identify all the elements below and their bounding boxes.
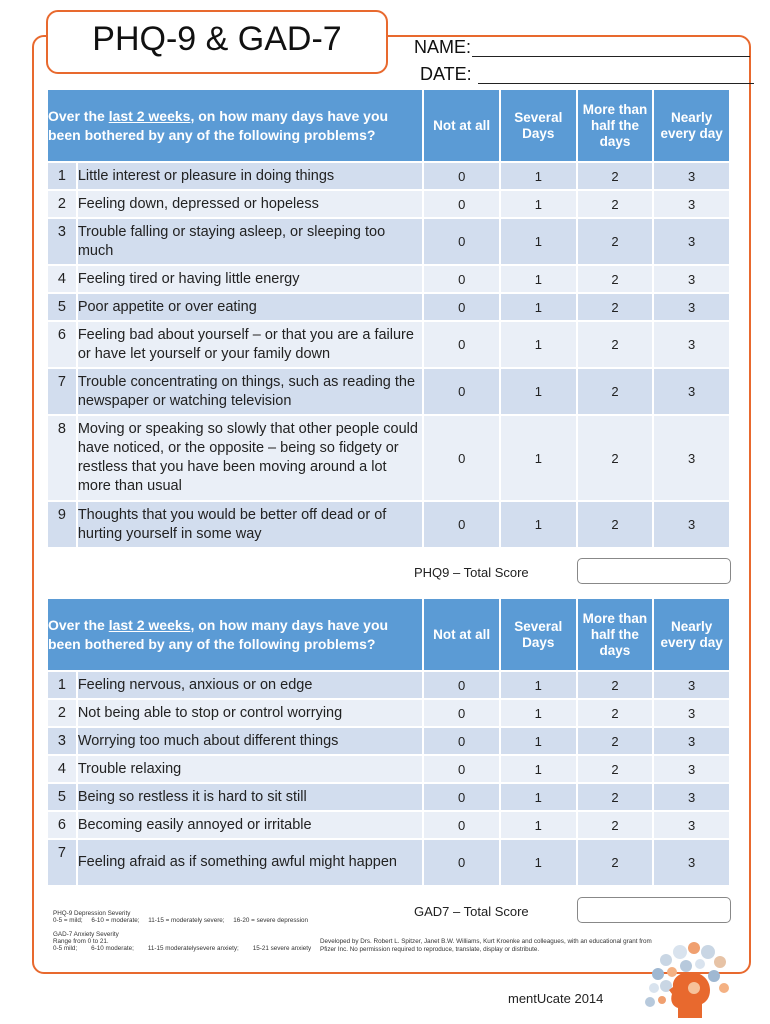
- item-text: Worrying too much about different things: [78, 728, 423, 754]
- score-option[interactable]: 3: [654, 416, 729, 500]
- gad7-header-row: [48, 599, 729, 670]
- phq9-question-post: , on how many days have you been bothered by any of the following problems?: [48, 107, 389, 143]
- score-option[interactable]: 2: [578, 322, 653, 367]
- score-option[interactable]: 2: [578, 700, 653, 726]
- gad7-severity-ranges: 0-5 mild; 6-10 moderate; 11-15 moderatelysevere anxiety; 15-21 severe anxiety: [53, 945, 312, 952]
- table-row: [48, 219, 729, 264]
- score-option[interactable]: 1: [501, 784, 576, 810]
- score-option[interactable]: 1: [501, 672, 576, 698]
- item-number: 9: [48, 502, 76, 547]
- title-box: [46, 10, 388, 74]
- phq9-severity-ranges: 0-5 = mild; 6-10 = moderate; 11-15 = moderately severe; 16-20 = severe depression: [53, 917, 309, 924]
- score-option[interactable]: 1: [501, 700, 576, 726]
- phq9-table: [46, 88, 731, 549]
- score-option[interactable]: 2: [578, 163, 653, 189]
- item-text: Being so restless it is hard to sit still: [78, 784, 423, 810]
- gad7-col-nearly-every-day: Nearly every day: [654, 599, 729, 670]
- item-number: 5: [48, 294, 76, 320]
- score-option[interactable]: 0: [424, 756, 499, 782]
- gad7-question-pre: Over the: [48, 616, 109, 633]
- brain-head-logo: [636, 930, 736, 1018]
- score-option[interactable]: 0: [424, 728, 499, 754]
- table-row: [48, 322, 729, 367]
- item-number: 1: [48, 672, 76, 698]
- score-option[interactable]: 2: [578, 191, 653, 217]
- table-row: [48, 191, 729, 217]
- score-option[interactable]: 2: [578, 756, 653, 782]
- score-option[interactable]: 0: [424, 502, 499, 547]
- score-option[interactable]: 3: [654, 369, 729, 414]
- score-option[interactable]: 0: [424, 840, 499, 885]
- score-option[interactable]: 1: [501, 502, 576, 547]
- item-text: Feeling afraid as if something awful might happen: [78, 840, 423, 885]
- score-option[interactable]: 1: [501, 219, 576, 264]
- score-option[interactable]: 3: [654, 728, 729, 754]
- table-row: [48, 163, 729, 189]
- score-option[interactable]: 3: [654, 191, 729, 217]
- item-number: 8: [48, 416, 76, 500]
- phq9-total-label: PHQ9 – Total Score: [414, 565, 529, 580]
- item-number: 6: [48, 812, 76, 838]
- phq9-col-not-at-all: Not at all: [424, 90, 499, 161]
- table-row: [48, 728, 729, 754]
- item-number: 7: [48, 369, 76, 414]
- table-row: [48, 840, 729, 885]
- score-option[interactable]: 0: [424, 369, 499, 414]
- table-row: [48, 812, 729, 838]
- phq9-severity-title: PHQ-9 Depression Severity: [53, 910, 131, 917]
- score-option[interactable]: 1: [501, 416, 576, 500]
- phq9-question-header: [48, 90, 422, 161]
- score-option[interactable]: 1: [501, 369, 576, 414]
- score-option[interactable]: 0: [424, 322, 499, 367]
- date-field[interactable]: [478, 64, 754, 84]
- score-option[interactable]: 1: [501, 191, 576, 217]
- item-text: Feeling tired or having little energy: [78, 266, 423, 292]
- name-label: NAME:: [414, 37, 472, 57]
- score-option[interactable]: 2: [578, 840, 653, 885]
- score-option[interactable]: 1: [501, 728, 576, 754]
- table-row: [48, 294, 729, 320]
- phq9-col-several-days: Several Days: [501, 90, 576, 161]
- gad7-severity-title: GAD-7 Anxiety Severity: [53, 931, 119, 938]
- score-option[interactable]: 3: [654, 784, 729, 810]
- score-option[interactable]: 0: [424, 191, 499, 217]
- gad7-col-several-days: Several Days: [501, 599, 576, 670]
- item-number: 6: [48, 322, 76, 367]
- score-option[interactable]: 3: [654, 219, 729, 264]
- item-number: 2: [48, 191, 76, 217]
- score-option[interactable]: 3: [654, 672, 729, 698]
- score-option[interactable]: 0: [424, 672, 499, 698]
- score-option[interactable]: 1: [501, 756, 576, 782]
- score-option[interactable]: 3: [654, 294, 729, 320]
- gad7-total-score-input[interactable]: [577, 897, 731, 923]
- item-number: 2: [48, 700, 76, 726]
- item-text: Poor appetite or over eating: [78, 294, 423, 320]
- gad7-severity-range: Range from 0 to 21.: [53, 938, 109, 945]
- score-option[interactable]: 2: [578, 672, 653, 698]
- item-text: Trouble relaxing: [78, 756, 423, 782]
- gad7-table: [46, 597, 731, 887]
- gad7-question-header: [48, 599, 422, 670]
- score-option[interactable]: 2: [578, 266, 653, 292]
- score-option[interactable]: 3: [654, 812, 729, 838]
- item-number: 4: [48, 266, 76, 292]
- item-text: Feeling bad about yourself – or that you are a failure or have let yourself or your family down: [78, 322, 423, 367]
- phq9-question-underline: last 2 weeks: [108, 107, 191, 124]
- date-label: DATE:: [420, 64, 472, 84]
- head-silhouette: [669, 972, 710, 1018]
- item-number: 7: [48, 840, 76, 885]
- item-text: Thoughts that you would be better off dead or of hurting yourself in some way: [78, 502, 423, 547]
- score-option[interactable]: 0: [424, 784, 499, 810]
- score-option[interactable]: 3: [654, 840, 729, 885]
- score-option[interactable]: 3: [654, 322, 729, 367]
- score-option[interactable]: 3: [654, 756, 729, 782]
- score-option[interactable]: 2: [578, 416, 653, 500]
- phq9-total-score-input[interactable]: [577, 558, 731, 584]
- score-option[interactable]: 3: [654, 163, 729, 189]
- score-option[interactable]: 0: [424, 812, 499, 838]
- score-option[interactable]: 1: [501, 266, 576, 292]
- item-text: Feeling nervous, anxious or on edge: [78, 672, 423, 698]
- gad7-question-underline: last 2 weeks: [108, 616, 191, 633]
- item-text: Little interest or pleasure in doing things: [78, 163, 423, 189]
- score-option[interactable]: 0: [424, 266, 499, 292]
- table-row: [48, 756, 729, 782]
- score-option[interactable]: 2: [578, 728, 653, 754]
- item-text: Not being able to stop or control worrying: [78, 700, 423, 726]
- score-option[interactable]: 1: [501, 840, 576, 885]
- score-option[interactable]: 2: [578, 784, 653, 810]
- brand-footer: mentUcate 2014: [508, 991, 604, 1006]
- gad7-col-not-at-all: Not at all: [424, 599, 499, 670]
- table-row: [48, 416, 729, 500]
- score-option[interactable]: 2: [578, 502, 653, 547]
- score-option[interactable]: 2: [578, 812, 653, 838]
- name-field[interactable]: [472, 37, 750, 57]
- item-number: 5: [48, 784, 76, 810]
- score-option[interactable]: 0: [424, 219, 499, 264]
- score-option[interactable]: 1: [501, 322, 576, 367]
- score-option[interactable]: 1: [501, 812, 576, 838]
- table-row: [48, 672, 729, 698]
- item-text: Becoming easily annoyed or irritable: [78, 812, 423, 838]
- table-row: [48, 502, 729, 547]
- score-option[interactable]: 0: [424, 163, 499, 189]
- phq9-col-more-than-half: More than half the days: [578, 90, 653, 161]
- item-number: 1: [48, 163, 76, 189]
- item-text: Moving or speaking so slowly that other people could have noticed, or the opposite – being so fidgety or restless that you have been moving around a lot more than usual: [78, 416, 423, 500]
- score-option[interactable]: 1: [501, 294, 576, 320]
- table-row: [48, 369, 729, 414]
- credit-note: Developed by Drs. Robert L. Spitzer, Janet B.W. Williams, Kurt Kroenke and colleagues, with an educational grant from Pfizer Inc. No permission required to reproduce, translate, display or distribute.: [320, 938, 652, 953]
- item-text: Trouble falling or staying asleep, or sleeping too much: [78, 219, 423, 264]
- score-option[interactable]: 3: [654, 700, 729, 726]
- item-text: Feeling down, depressed or hopeless: [78, 191, 423, 217]
- table-row: [48, 266, 729, 292]
- score-option[interactable]: 3: [654, 502, 729, 547]
- table-row: [48, 700, 729, 726]
- brain-mark: [688, 982, 700, 994]
- item-number: 3: [48, 728, 76, 754]
- score-option[interactable]: 0: [424, 416, 499, 500]
- page-title: PHQ-9 & GAD-7: [92, 20, 342, 58]
- score-option[interactable]: 0: [424, 700, 499, 726]
- score-option[interactable]: 2: [578, 219, 653, 264]
- item-text: Trouble concentrating on things, such as reading the newspaper or watching television: [78, 369, 423, 414]
- phq9-col-nearly-every-day: Nearly every day: [654, 90, 729, 161]
- score-option[interactable]: 3: [654, 266, 729, 292]
- phq9-header-row: [48, 90, 729, 161]
- score-option[interactable]: 0: [424, 294, 499, 320]
- score-option[interactable]: 1: [501, 163, 576, 189]
- gad7-question-post: , on how many days have you been bothered by any of the following problems?: [48, 616, 389, 652]
- gad7-total-label: GAD7 – Total Score: [414, 904, 529, 919]
- gad7-col-more-than-half: More than half the days: [578, 599, 653, 670]
- score-option[interactable]: 2: [578, 294, 653, 320]
- phq9-question-pre: Over the: [48, 107, 109, 124]
- item-number: 4: [48, 756, 76, 782]
- item-number: 3: [48, 219, 76, 264]
- score-option[interactable]: 2: [578, 369, 653, 414]
- table-row: [48, 784, 729, 810]
